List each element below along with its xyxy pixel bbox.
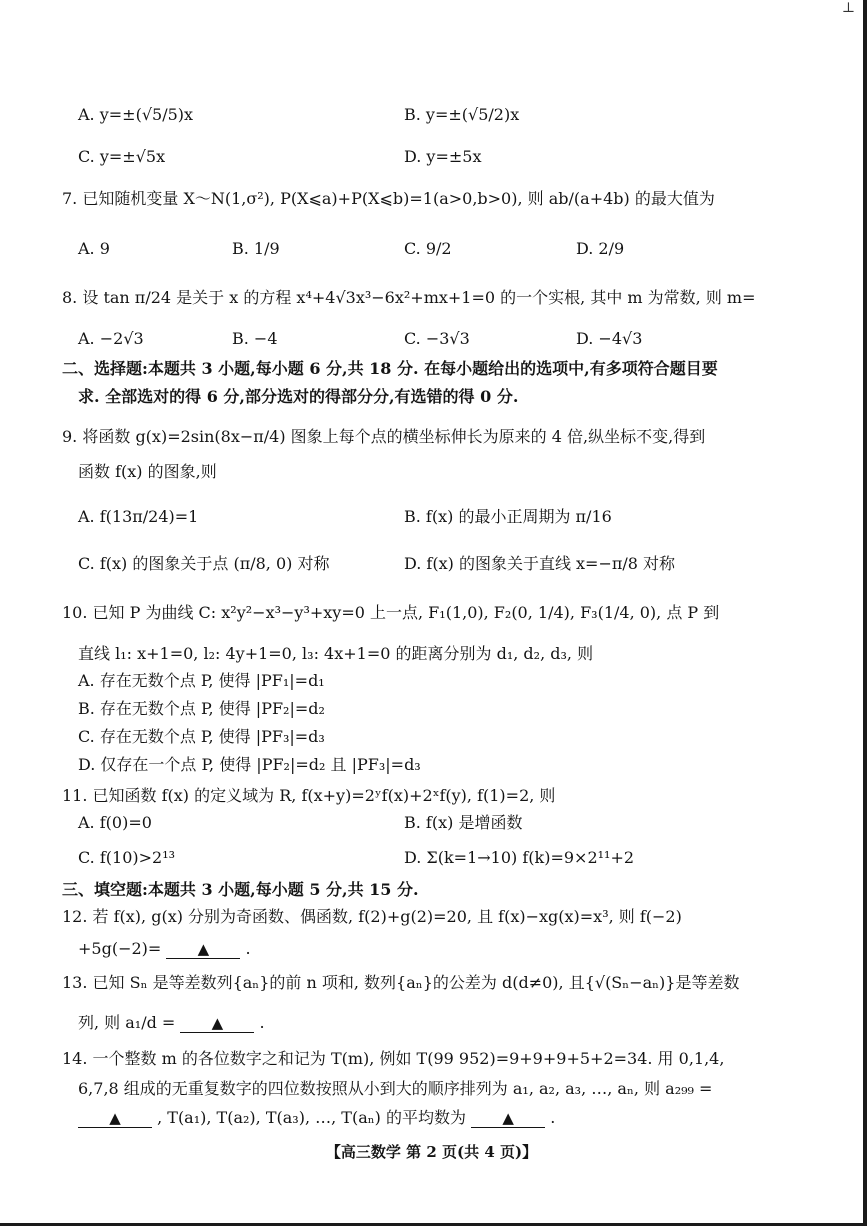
q6-option-c: C. y=±√5x [78, 147, 166, 166]
q13-stem-line2 [78, 1012, 803, 1034]
q11-option-b: B. f(x) 是增函数 [404, 813, 523, 832]
q14-stem-line1: 14. 一个整数 m 的各位数字之和记为 T(m), 例如 T(99 952)=9+9+9+5+2=34. 用 0,1,4, [62, 1049, 725, 1068]
blank-triangle-icon: ▲ [197, 940, 210, 958]
section2-header-line2: 求. 全部选对的得 6 分,部分选对的得部分分,有选错的得 0 分. [78, 387, 519, 406]
page-footer: 【高三数学 第 2 页(共 4 页)】 [325, 1143, 538, 1161]
q8-option-c: C. −3√3 [404, 329, 470, 348]
q10-option-c: C. 存在无数个点 P, 使得 |PF₃|=d₃ [78, 727, 325, 746]
corner-mark: ⊥ [841, 0, 855, 16]
q10-option-b: B. 存在无数个点 P, 使得 |PF₂|=d₂ [78, 699, 325, 718]
q12-line2-prefix: +5g(−2)= [78, 939, 162, 958]
q14-stem-line3 [78, 1107, 803, 1129]
q6-option-d: D. y=±5x [404, 147, 482, 166]
q9-option-b: B. f(x) 的最小正周期为 π/16 [404, 507, 612, 526]
q10-option-d: D. 仅存在一个点 P, 使得 |PF₂|=d₂ 且 |PF₃|=d₃ [78, 755, 421, 774]
q10-option-a: A. 存在无数个点 P, 使得 |PF₁|=d₁ [78, 671, 325, 690]
q9-option-c: C. f(x) 的图象关于点 (π/8, 0) 对称 [78, 554, 330, 573]
q10-stem-line1: 10. 已知 P 为曲线 C: x²y²−x³−y³+xy=0 上一点, F₁(1,0), F₂(0, 1/4), F₃(1/4, 0), 点 P 到 [62, 603, 720, 622]
q8-stem: 8. 设 tan π/24 是关于 x 的方程 x⁴+4√3x³−6x²+mx+1=0 的一个实根, 其中 m 为常数, 则 m= [62, 288, 756, 307]
q12-line2-suffix: . [245, 939, 251, 958]
q12-stem-line1: 12. 若 f(x), g(x) 分别为奇函数、偶函数, f(2)+g(2)=20, 且 f(x)−xg(x)=x³, 则 f(−2) [62, 907, 682, 926]
q14-answer-blank-2[interactable] [471, 1109, 545, 1128]
q9-option-a: A. f(13π/24)=1 [78, 507, 199, 526]
q11-option-d: D. Σ(k=1→10) f(k)=9×2¹¹+2 [404, 848, 635, 867]
q7-option-c: C. 9/2 [404, 239, 452, 258]
q12-answer-blank[interactable] [166, 940, 240, 959]
q8-option-a: A. −2√3 [78, 329, 144, 348]
q9-option-d: D. f(x) 的图象关于直线 x=−π/8 对称 [404, 554, 676, 573]
q11-option-c: C. f(10)>2¹³ [78, 848, 176, 867]
q11-option-a: A. f(0)=0 [78, 813, 152, 832]
q14-stem-line2: 6,7,8 组成的无重复数字的四位数按照从小到大的顺序排列为 a₁, a₂, a₃, …, aₙ, 则 a₂₉₉ = [78, 1079, 713, 1098]
q7-option-b: B. 1/9 [232, 239, 280, 258]
q7-option-a: A. 9 [78, 239, 110, 258]
section2-header-line1: 二、选择题:本题共 3 小题,每小题 6 分,共 18 分. 在每小题给出的选项中,有多项符合题目要 [62, 359, 718, 378]
blank-triangle-icon: ▲ [109, 1109, 121, 1127]
q10-stem-line2: 直线 l₁: x+1=0, l₂: 4y+1=0, l₃: 4x+1=0 的距离分别为 d₁, d₂, d₃, 则 [78, 644, 594, 663]
q13-answer-blank[interactable] [180, 1014, 254, 1033]
q14-answer-blank-1[interactable] [78, 1109, 152, 1128]
blank-triangle-icon: ▲ [502, 1109, 514, 1127]
q9-stem-line1: 9. 将函数 g(x)=2sin(8x−π/4) 图象上每个点的横坐标伸长为原来的 4 倍,纵坐标不变,得到 [62, 427, 706, 446]
q12-stem-line2 [78, 938, 803, 960]
blank-triangle-icon: ▲ [211, 1014, 224, 1032]
q14-line3-middle: , T(a₁), T(a₂), T(a₃), …, T(aₙ) 的平均数为 [157, 1108, 466, 1127]
q7-stem: 7. 已知随机变量 X～N(1,σ²), P(X⩽a)+P(X⩽b)=1(a>0,b>0), 则 ab/(a+4b) 的最大值为 [62, 189, 715, 208]
q6-option-b: B. y=±(√5/2)x [404, 105, 520, 124]
q8-option-b: B. −4 [232, 329, 278, 348]
q13-stem-line1: 13. 已知 Sₙ 是等差数列{aₙ}的前 n 项和, 数列{aₙ}的公差为 d(d≠0), 且{√(Sₙ−aₙ)}是等差数 [62, 973, 740, 992]
q13-line2-suffix: . [259, 1013, 265, 1032]
q11-stem: 11. 已知函数 f(x) 的定义域为 R, f(x+y)=2ʸf(x)+2ˣf(y), f(1)=2, 则 [62, 786, 556, 805]
q7-option-d: D. 2/9 [576, 239, 625, 258]
q8-option-d: D. −4√3 [576, 329, 643, 348]
q13-line2-prefix: 列, 则 a₁/d = [78, 1013, 176, 1032]
q14-line3-end: . [550, 1108, 556, 1127]
section3-header: 三、填空题:本题共 3 小题,每小题 5 分,共 15 分. [62, 880, 419, 899]
q6-option-a: A. y=±(√5/5)x [78, 105, 194, 124]
q9-stem-line2: 函数 f(x) 的图象,则 [78, 462, 217, 481]
